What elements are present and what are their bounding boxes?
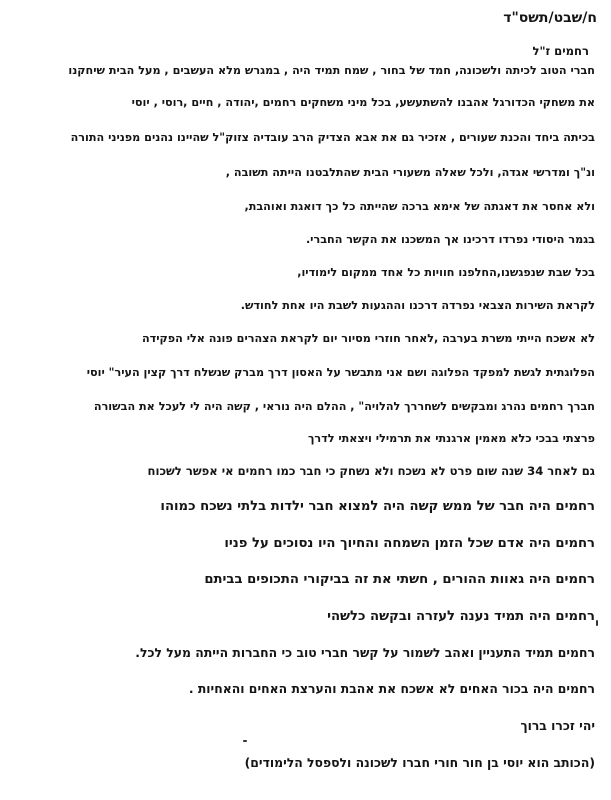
letter-line: רחמים היה אדם שכל הזמן השמחה והחיוך היו נסוכים על פניו: [224, 536, 595, 551]
letter-line: בגמר היסודי נפרדו דרכינו אך המשכנו את הקשר החברי.: [305, 233, 595, 246]
letter-line: פרצתי בבכי כלא מאמין ארגנתי את תרמילי ויצאתי לדרך: [307, 432, 595, 445]
letter-closing: יהי זכרו ברוך: [520, 719, 595, 733]
letter-line: בכיתה ביחד והכנת שעורים , אזכיר גם את אבא הצדיק הרב עובדיה צזוק"ל שהיינו נהנים מפניני התורה: [70, 131, 595, 144]
letter-line: לא אשכח הייתי משרת בערבה ,לאחר חוזרי מסיור יום לקראת הצהרים פונה אלי הפקידה: [141, 332, 595, 345]
letter-line: רחמים היה תמיד נענה לעזרה ובקשה כלשהי: [327, 609, 595, 624]
scan-speck: [243, 740, 247, 742]
letter-line: חברי הטוב לכיתה ולשכונה, חמד של בחור , שמח תמיד היה , במגרש מלא העשבים , מעל הבית שיחקנו: [68, 64, 595, 77]
letter-footnote: (הכותב הוא יוסי בן חור חורי חברו לשכונה ולספסל הלימודים): [244, 756, 595, 770]
letter-line: גם לאחר 34 שנה שום פרט לא נשכח ולא נשחק כי חבר כמו רחמים אי אפשר לשכוח: [147, 465, 595, 478]
letter-line: הפלוגתית לגשת למפקד הפלוגה ושם אני מתבשר על האסון דרך מברק שנשלח דרך קצין העיר" יוסי: [86, 366, 595, 379]
letter-line: לקראת השירות הצבאי נפרדה דרכנו וההגעות לשבת היו אחת לחודש.: [240, 299, 595, 312]
letter-line: בכל שבת שנפגשנו,החלפנו חוויות כל אחד ממקום לימודיו,: [297, 266, 595, 279]
scan-speck: [596, 620, 598, 626]
letter-line: רחמים היה גאוות ההורים , חשתי את זה בביקורי התכופים בביתם: [204, 572, 595, 587]
letter-line: ולא אחסר את דאגתה של אימא ברכה שהייתה כל כך דואגת ואוהבת,: [244, 200, 595, 213]
letter-line: רחמים היה בכור האחים לא אשכח את אהבת והערצת האחים והאחיות .: [188, 682, 595, 696]
letter-line: חברך רחמים נהרג ומבקשים לשחררך להלויה" , ההלם היה נוראי , קשה היה לי לעכל את הבשורה: [93, 400, 595, 413]
letter-line: רחמים תמיד התעניין ואהב לשמור על קשר חברי טוב כי החברות הייתה מעל לכל.: [135, 646, 595, 660]
letter-date: ח/שבט/תשס"ד: [503, 10, 597, 26]
letter-line: את משחקי הכדורגל אהבנו להשתעשע, בכל מיני משחקים רחמים ,יהודה , חיים ,רוסי , יוסי: [131, 96, 595, 109]
letter-line: רחמים היה חבר של ממש קשה היה למצוא חבר ילדות בלתי נשכח כמוהו: [160, 499, 595, 514]
letter-salutation: רחמים ז"ל: [532, 45, 589, 58]
letter-line: ונ"ך ומדרשי אגדה, ולכל שאלה משעורי הבית שהתלבטנו הייתה תשובה ,: [225, 166, 595, 179]
